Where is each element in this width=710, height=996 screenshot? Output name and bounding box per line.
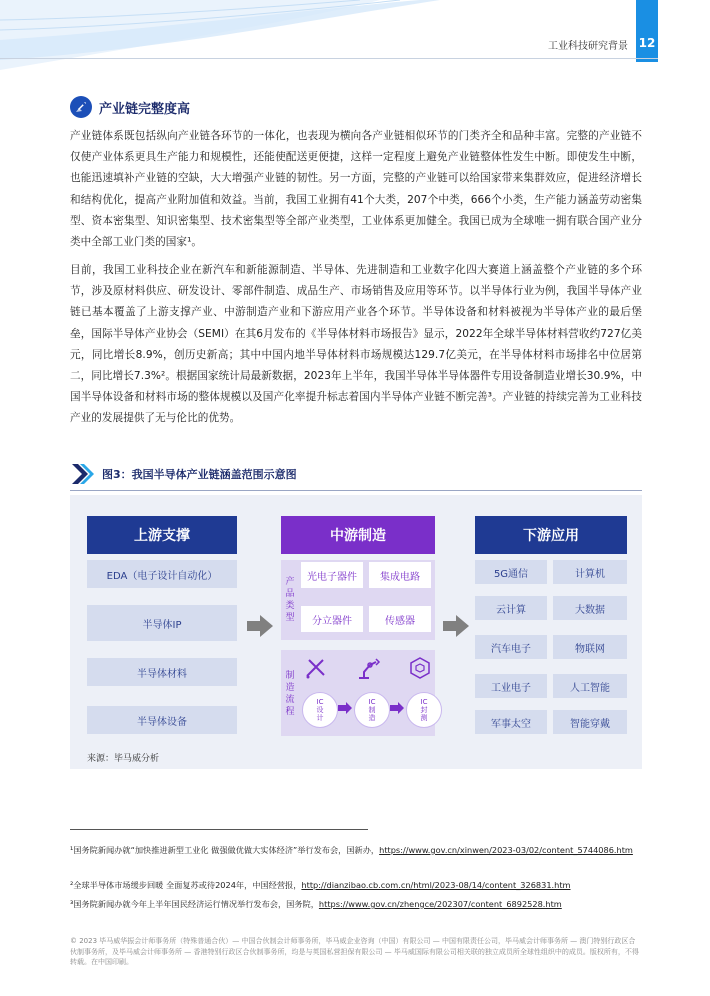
design-tools-icon	[304, 656, 328, 680]
product-sensor: 传感器	[369, 606, 431, 632]
downstream-header: 下游应用	[475, 516, 627, 554]
downstream-item-auto: 汽车电子	[475, 635, 547, 659]
step-ic-manufacture	[354, 692, 390, 728]
arrow-right-icon	[443, 613, 469, 639]
footnote-divider	[70, 829, 368, 830]
figure-source: 来源：毕马威分析	[87, 754, 160, 764]
downstream-item-iot: 物联网	[553, 635, 627, 659]
upstream-item-eda: EDA（电子设计自动化）	[87, 560, 237, 588]
upstream-item-ip: 半导体IP	[87, 605, 237, 641]
page-number: 12	[636, 0, 658, 62]
chip-package-icon	[408, 656, 432, 680]
product-optoelectronic: 光电子器件	[301, 562, 363, 588]
footnote-3-link[interactable]: https://www.gov.cn/zhengce/202307/content_6892528.htm	[318, 899, 562, 909]
footnote-3-text: ³国务院新闻办就今年上半年国民经济运行情况举行发布会，国务院，	[70, 899, 319, 909]
header-title: 工业科技研究背景	[548, 41, 628, 52]
section-title: 产业链完整度高	[99, 102, 191, 117]
robot-arm-icon	[356, 656, 382, 680]
paragraph-2: 目前，我国工业科技企业在新汽车和新能源制造、半导体、先进制造和工业数字化四大赛道上涵盖整个产业链的多个环节，涉及原材料供应、研发设计、零部件制造、成品生产、市场销售及应用等环节。以半导体行业为例，我国半导体产业链已基本覆盖了上游支撑产业、中游制造产业和下游应用产业各个环节。半导体设备和材料被视为半导体产业的最后堡垒，国际半导体产业协会（SEMI）在其6月发布的《半导体材料市场报告》显示，2022年全球半导体材料营收约727亿美元，同比增长8.9%，创历史新高；其中中国内地半导体材料市场规模达129.7亿美元，在半导体材料市场排名中位居第二，同比增长7.3%²。根据国家统计局最新数据，2023年上半年，我国半导体半导体器件专用设备制造业增长30.9%，中国半导体设备和材料市场的整体规模以及国产化率提升标志着国内半导体产业链不断完善³。产业链的持续完善为工业科技产业的发展提供了无与伦比的优势。	[70, 264, 642, 425]
upstream-header: 上游支撑	[87, 516, 237, 554]
paragraph-1: 产业链体系既包括纵向产业链各环节的一体化，也表现为横向各产业链相似环节的门类齐全和品种丰富。完整的产业链不仅使产业体系更具生产能力和规模性，还能使配送更便捷，这样一定程度上避免产业链整体性发生中断。即使发生中断，也能迅速填补产业链的空缺，大大增强产业链的韧性。另一方面，完整的产业链可以给国家带来集群效应，促进经济增长和结构优化，提高产业附加值和效益。当前，我国工业拥有41个大类，207个中类，666个小类，生产能力涵盖劳动密集型、资本密集型、知识密集型、技术密集型等全部产业类型，工业体系更加健全。我国已成为全球唯一拥有联合国产业分类中全部工业门类的国家¹。	[70, 130, 642, 249]
downstream-item-bigdata: 大数据	[553, 596, 627, 620]
upstream-item-materials: 半导体材料	[87, 658, 237, 686]
step-ic-manufacture-label: IC制造	[368, 698, 376, 722]
step-arrow-icon	[390, 702, 404, 714]
step-ic-packaging-label: IC封测	[420, 698, 428, 722]
footnote-3	[70, 897, 642, 912]
process-label: 制造流程	[285, 671, 295, 717]
footnote-2-link[interactable]: http://dianzibao.cb.com.cn/html/2023-08/14/content_326831.htm	[301, 880, 571, 890]
step-ic-design-label: IC设计	[316, 698, 324, 722]
downstream-item-industrial: 工业电子	[475, 674, 547, 698]
downstream-item-5g: 5G通信	[475, 560, 547, 584]
downstream-item-cloud: 云计算	[475, 596, 547, 620]
downstream-item-wearable: 智能穿戴	[553, 710, 627, 734]
copyright-notice: © 2023 毕马威华振会计师事务所（特殊普通合伙）— 中国合伙制会计师事务所，毕马威企业咨询（中国）有限公司 — 中国有限责任公司，毕马威会计师事务所 — 澳门特别行政区合伙制事务所，及毕马威会计师事务所 — 香港特别行政区合伙制事务所，均是与英国私营担保有限公司 — 毕马威国际有限公司相关联的独立成员所全球性组织中的成员。版权所有，不得转载。在中国印刷。	[70, 937, 639, 966]
step-arrow-icon	[338, 702, 352, 714]
product-discrete: 分立器件	[301, 606, 363, 632]
rocket-icon	[70, 96, 92, 118]
footnote-1-text: ¹国务院新闻办就“加快推进新型工业化 做强做优做大实体经济”举行发布会，国新办，	[70, 845, 380, 855]
figure-title: 图3：我国半导体产业链涵盖范围示意图	[102, 468, 297, 481]
figure-divider	[70, 490, 642, 491]
header-divider	[0, 58, 658, 59]
footnote-2	[70, 878, 642, 893]
downstream-item-ai: 人工智能	[553, 674, 627, 698]
step-ic-design	[302, 692, 338, 728]
midstream-header: 中游制造	[281, 516, 435, 554]
step-ic-packaging	[406, 692, 442, 728]
downstream-item-military: 军事太空	[475, 710, 547, 734]
downstream-item-computer: 计算机	[553, 560, 627, 584]
arrow-right-icon	[247, 613, 273, 639]
footnote-1-link[interactable]: https://www.gov.cn/xinwen/2023-03/02/content_5744086.htm	[379, 845, 633, 855]
product-type-label: 产品类型	[285, 577, 295, 623]
upstream-item-equipment: 半导体设备	[87, 706, 237, 734]
footnote-2-text: ²全球半导体市场缓步回暖 全面复苏或待2024年，中国经营报，	[70, 880, 302, 890]
footnote-1	[70, 843, 642, 858]
product-ic: 集成电路	[369, 562, 431, 588]
